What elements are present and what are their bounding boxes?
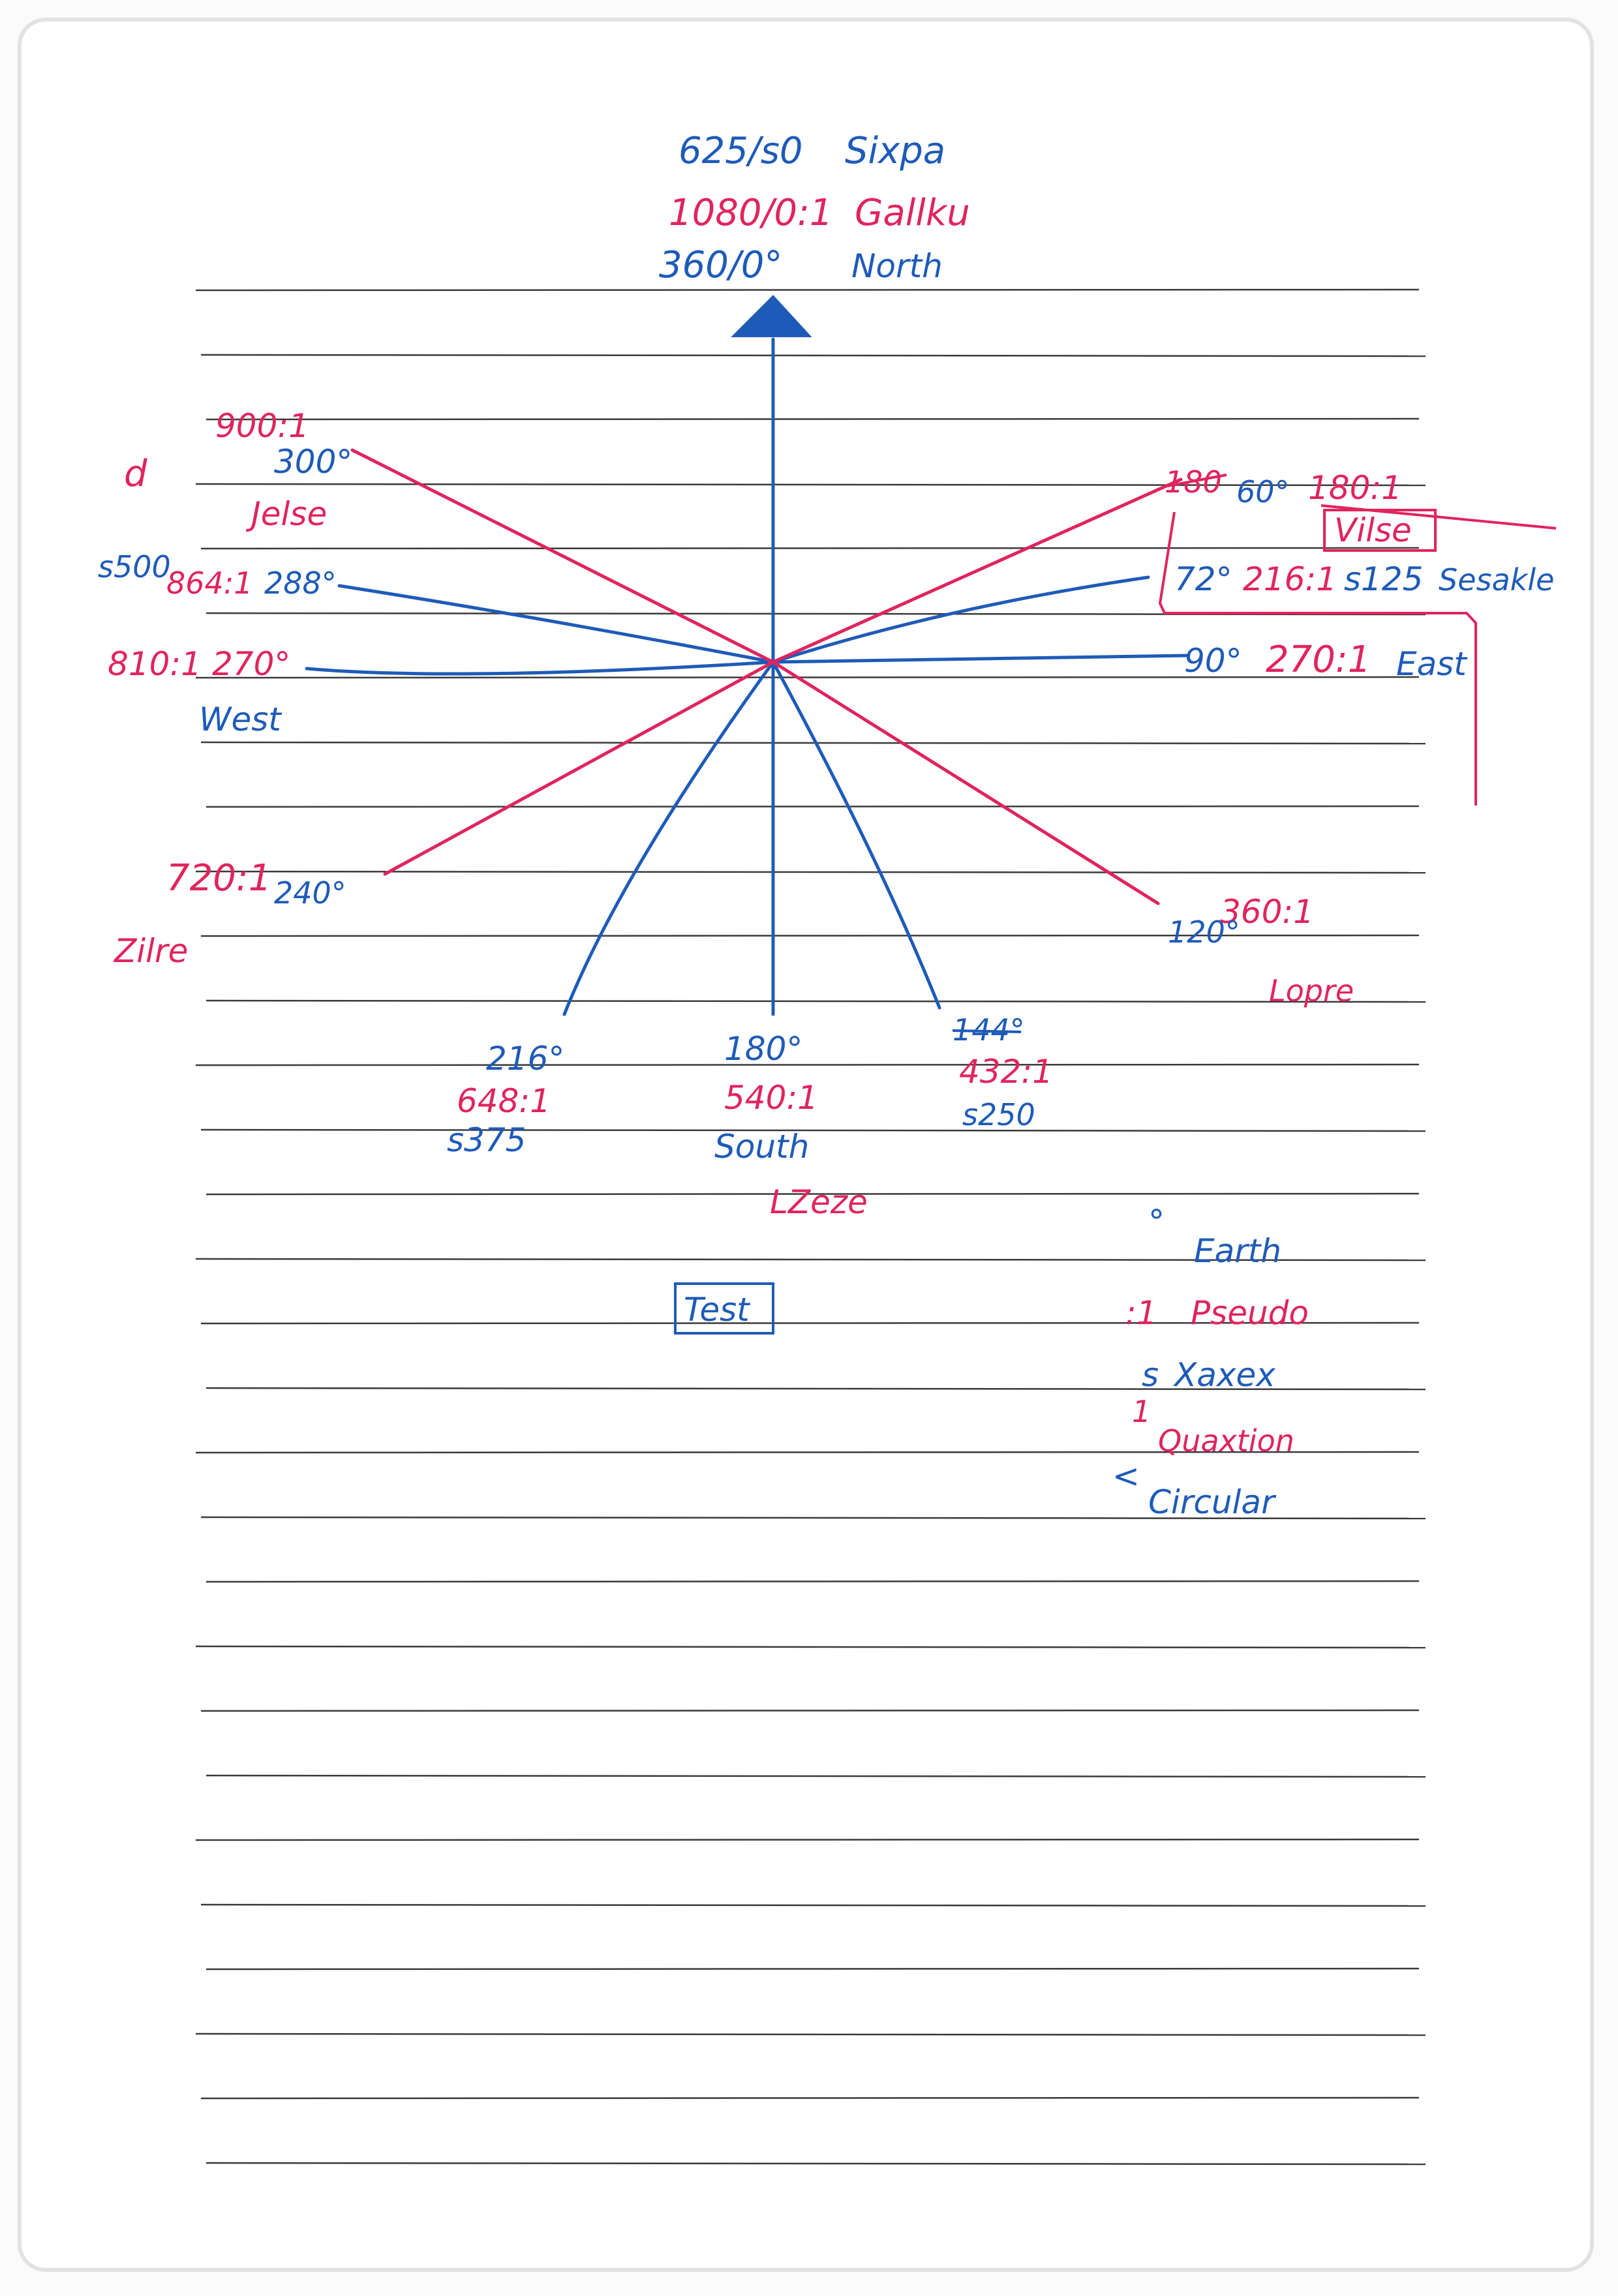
legend-symbol-quaxtion: 1	[1132, 1394, 1152, 1429]
south-red-name: LZeze	[770, 1183, 868, 1221]
sse-blue-s: s250	[962, 1097, 1035, 1132]
ne-degrees: 60°	[1236, 474, 1290, 509]
ene-red-ratio: 216:1	[1243, 560, 1337, 598]
ruled-line	[201, 548, 1419, 549]
legend-symbol-xaxex: s	[1142, 1356, 1159, 1394]
west-name: West	[199, 701, 281, 738]
south-degrees: 180°	[724, 1030, 803, 1068]
east-degrees: 90°	[1184, 642, 1242, 680]
nw-degrees: 300°	[274, 443, 353, 481]
legend-symbol-earth: °	[1148, 1203, 1165, 1241]
legend-label-earth: Earth	[1194, 1232, 1282, 1270]
test-label: Test	[684, 1291, 750, 1329]
north-name: North	[851, 247, 943, 285]
wnw-red-ratio: 864:1	[166, 566, 253, 601]
margin-mark: d	[124, 453, 147, 495]
ne-red-struck: 180	[1165, 464, 1222, 500]
se-degrees: 120°	[1168, 914, 1240, 950]
wnw-blue-s: s500	[98, 549, 171, 584]
ruled-line	[206, 806, 1419, 807]
ssw-blue-s: s375	[447, 1121, 527, 1159]
legend-symbol-circular: <	[1112, 1457, 1140, 1495]
legend-label-quaxtion: Quaxtion	[1158, 1423, 1294, 1458]
legend-label-pseudo: Pseudo	[1191, 1294, 1309, 1332]
legend-label-xaxex: Xaxex	[1174, 1356, 1275, 1394]
south-red-ratio: 540:1	[724, 1079, 819, 1117]
ruled-line	[196, 1839, 1419, 1840]
north-degrees: 360/0°	[659, 244, 783, 286]
ssw-degrees: 216°	[486, 1040, 565, 1078]
legend-label-circular: Circular	[1148, 1483, 1275, 1521]
se-name: Lopre	[1269, 973, 1354, 1008]
ssw-red-ratio: 648:1	[457, 1082, 551, 1120]
nw-red-ratio: 900:1	[215, 407, 310, 445]
sw-name: Zilre	[114, 932, 189, 970]
ene-name: Sesakle	[1439, 562, 1555, 597]
ruled-line	[206, 1581, 1419, 1582]
ne-red-ratio: 180:1	[1308, 469, 1403, 507]
south-name: South	[714, 1128, 810, 1166]
ene-blue-s: s125	[1344, 560, 1424, 598]
ruled-line	[201, 1710, 1419, 1711]
se-red-ratio: 360:1	[1220, 893, 1315, 931]
sse-degrees: 144°	[953, 1012, 1025, 1048]
west-degrees: 270°	[212, 645, 291, 683]
west-red-ratio: 810:1	[108, 645, 202, 683]
sw-degrees: 240°	[274, 875, 346, 911]
ne-name: Vilse	[1334, 511, 1412, 549]
sse-red-ratio: 432:1	[959, 1053, 1054, 1091]
wnw-degrees: 288°	[264, 566, 337, 601]
north-blue-top-name: Sixpa	[845, 130, 946, 172]
east-red-ratio: 270:1	[1266, 639, 1371, 681]
nw-name: Jelse	[251, 495, 328, 533]
legend-symbol-pseudo: :1	[1125, 1294, 1157, 1332]
sw-red-ratio: 720:1	[166, 857, 272, 899]
north-blue-top: 625/s0	[679, 130, 803, 172]
east-name: East	[1396, 645, 1467, 683]
ene-degrees: 72°	[1174, 560, 1232, 598]
north-red-ratio: 1080/0:1	[669, 192, 833, 234]
north-red-name: Gallku	[855, 192, 970, 234]
